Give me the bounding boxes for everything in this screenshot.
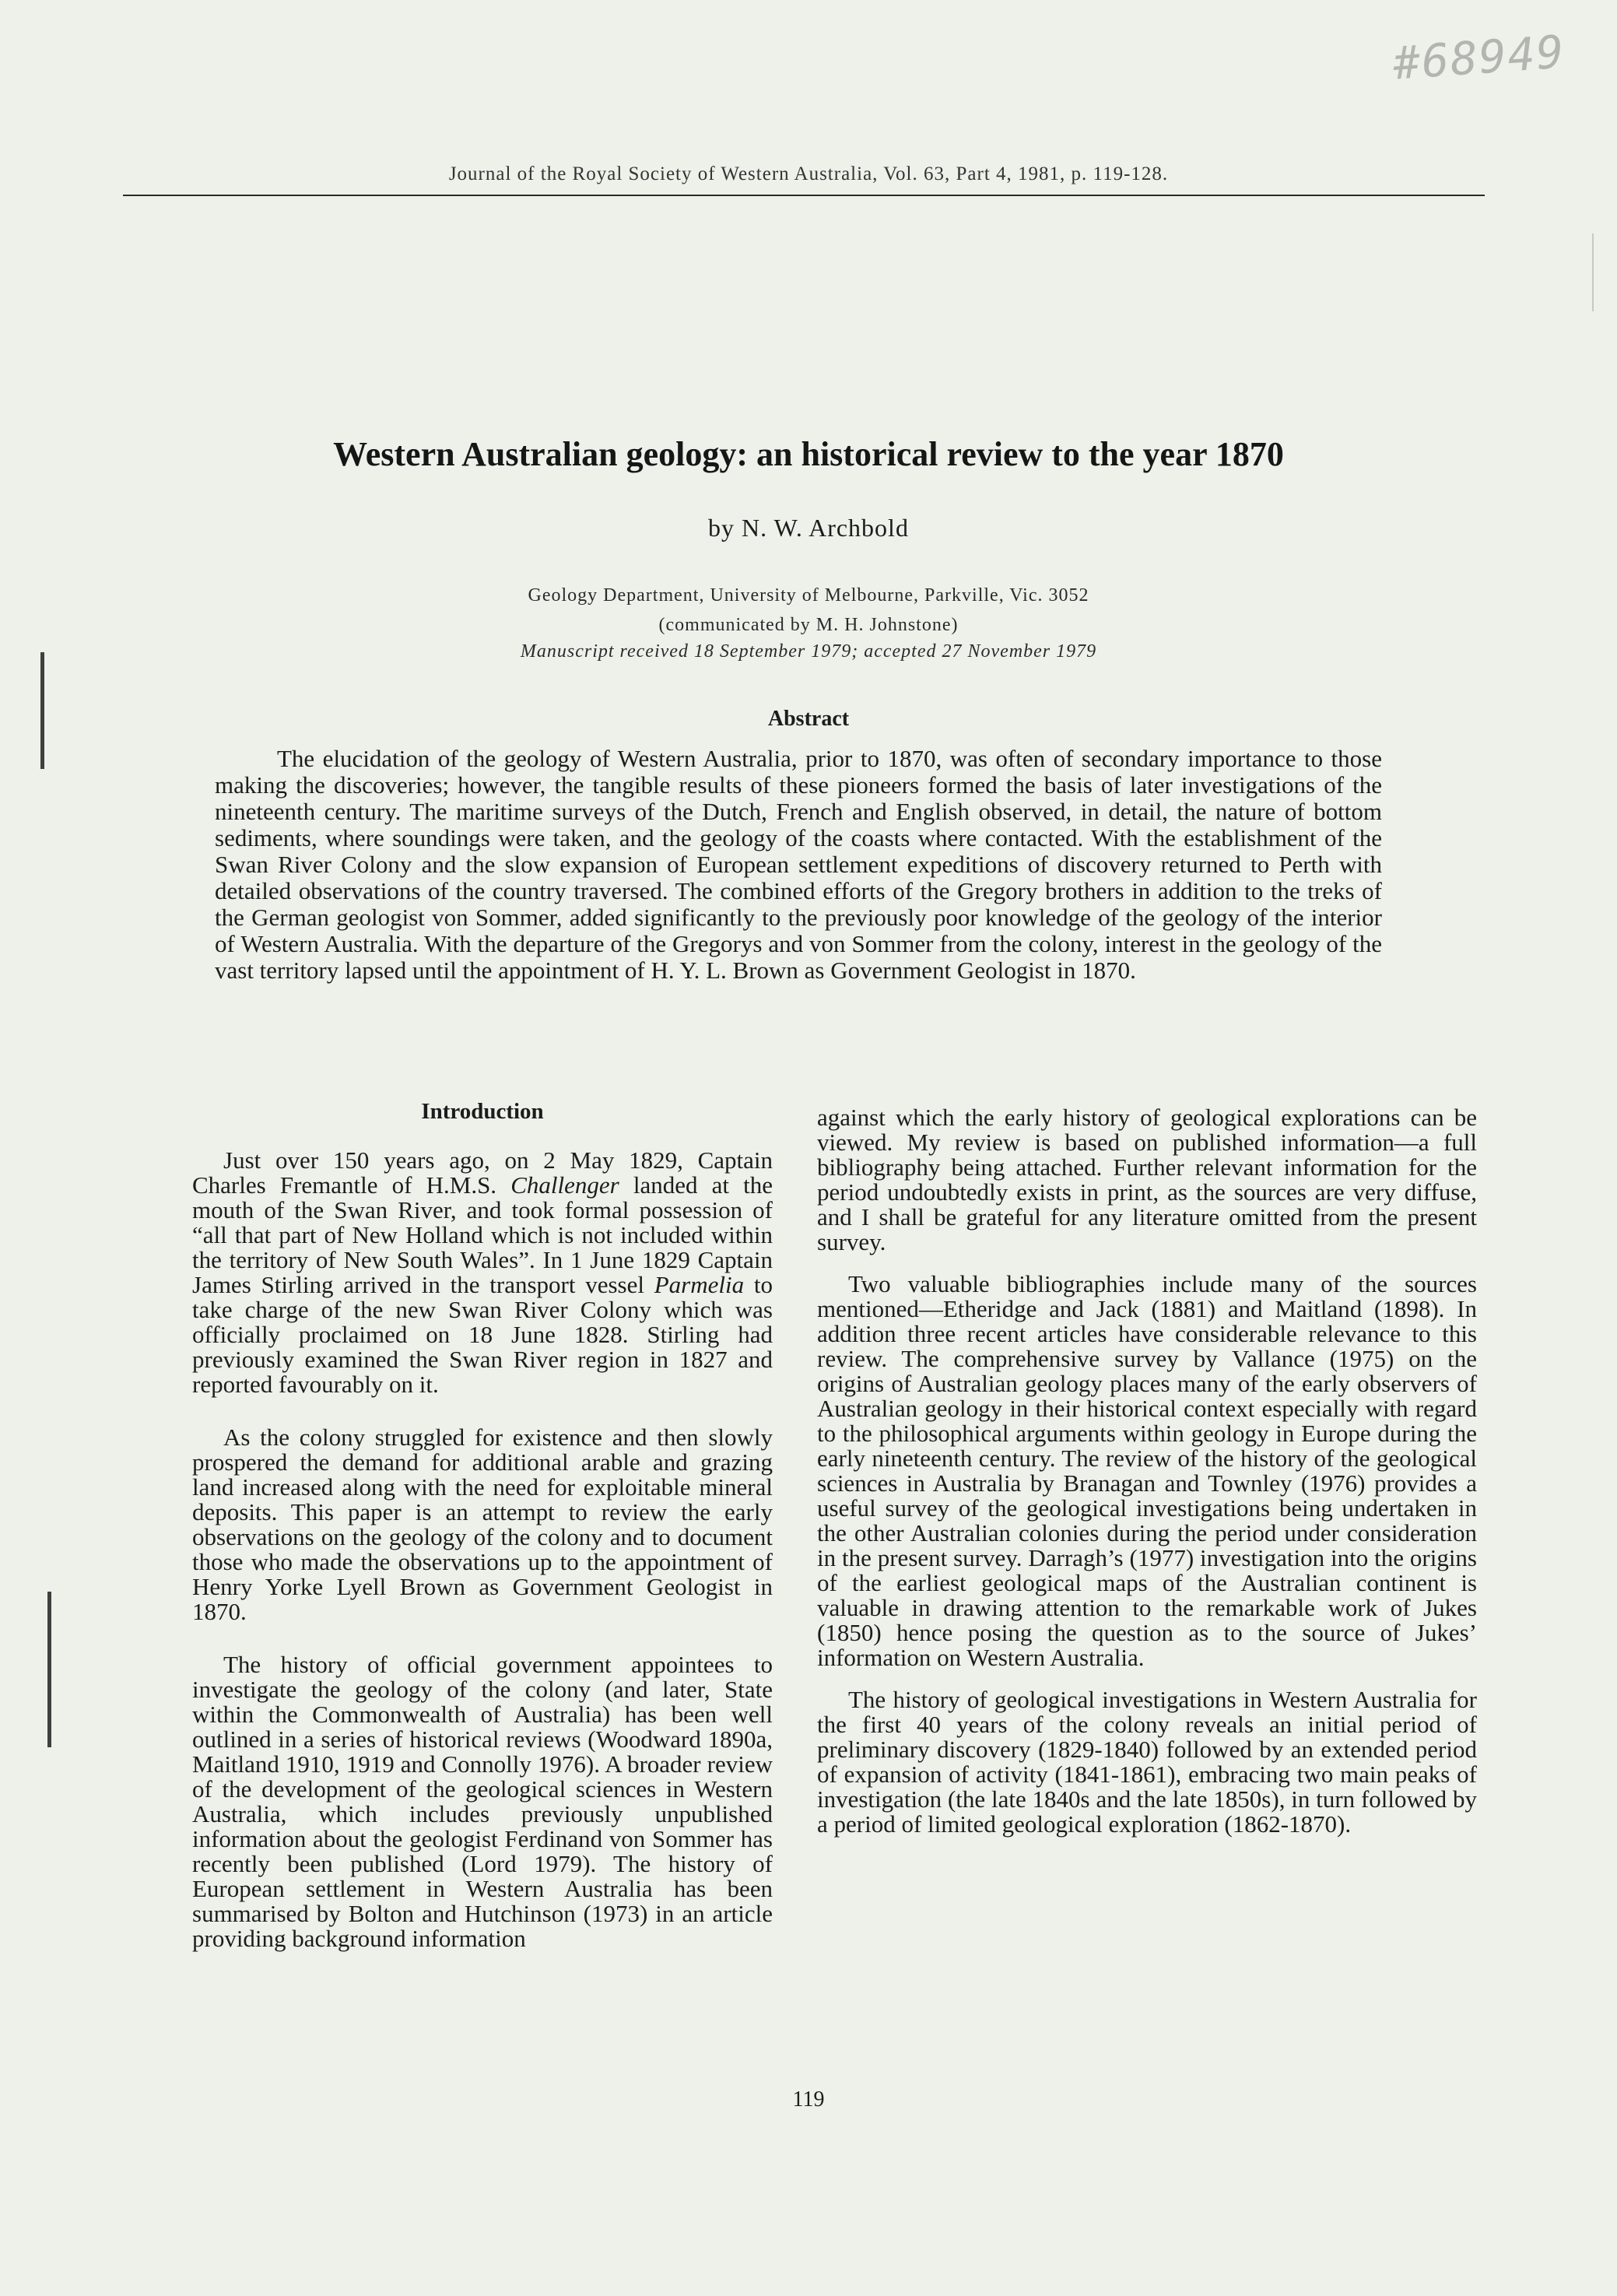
journal-header: Journal of the Royal Society of Western Australia, Vol. 63, Part 4, 1981, p. 119-128. xyxy=(448,163,1169,184)
article-title: Western Australian geology: an historical review to the year 1870 xyxy=(333,435,1284,473)
page-number: 119 xyxy=(792,2087,825,2112)
communicated-by: (communicated by M. H. Johnstone) xyxy=(658,615,959,635)
author-line: by N. W. Archbold xyxy=(708,514,909,542)
intro-paragraph-1 xyxy=(192,1148,773,1397)
intro-paragraph-3: The history of official government appointees to investigate the geology of the colony (and later, State within the Commonwealth of Australia) has been well outlined in a series of historical reviews (Woodward 1890a, Maitland 1910, 1919 and Connolly 1976). A broader review of the development of the geological sciences in Western Australia, which includes previously unpublished information about the geologist Ferdinand von Sommer has recently been published (Lord 1979). The history of European settlement in Western Australia has been summarised by Bolton and Hutchinson (1973) in an article providing background information xyxy=(192,1651,773,1952)
margin-mark xyxy=(40,652,44,769)
intro-paragraph-4: against which the early history of geological explorations can be viewed. My review is based on published information—a full bibliography being attached. Further relevant information for the period undoubtedly exists in print, as the sources are very diffuse, and I shall be grateful for any literature omitted from the present survey. xyxy=(817,1104,1477,1255)
left-column xyxy=(192,1099,773,1979)
intro-p1-text-c: to take charge of the new Swan River Colony which was officially proclaimed on 18 June 1828. Stirling had previously examined the Swan River region in 1827 and reported favourably on it. xyxy=(192,1271,773,1398)
intro-p1-text-a: Just over 150 years ago, on 2 May 1829, Captain Charles Fremantle of H.M.S. xyxy=(192,1146,773,1199)
intro-paragraph-2: As the colony struggled for existence and then slowly prospered the demand for additional arable and grazing land increased along with the need for exploitable mineral deposits. This paper is an attempt to review the early observations on the geology of the colony and to document those who made the observations up to the appointment of Henry Yorke Lyell Brown as Government Geologist in 1870. xyxy=(192,1424,773,1625)
header-rule xyxy=(123,195,1485,196)
margin-mark xyxy=(1592,233,1594,311)
intro-p1-text-b: landed at the mouth of the Swan River, and took formal possession of “all that part of New Holland which is not included within the territory of New South Wales”. In 1 June 1829 Captain James Stirling arrived in the transport vessel xyxy=(192,1171,773,1298)
accession-mark: #68949 xyxy=(1391,25,1567,90)
ship-name-parmelia: Parmelia xyxy=(654,1271,745,1298)
affiliation: Geology Department, University of Melbourne, Parkville, Vic. 3052 xyxy=(528,585,1089,606)
ship-name-challenger: Challenger xyxy=(510,1171,619,1199)
manuscript-dates: Manuscript received 18 September 1979; accepted 27 November 1979 xyxy=(520,641,1097,662)
abstract-heading: Abstract xyxy=(767,707,850,731)
intro-paragraph-6: The history of geological investigations in Western Australia for the first 40 years of the colony reveals an initial period of preliminary discovery (1829-1840) followed by an extended period of expansion of activity (1841-1861), embracing two main peaks of investigation (the late 1840s and the late 1850s), in turn followed by a period of limited geological exploration (1862-1870). xyxy=(817,1686,1477,1838)
introduction-heading: Introduction xyxy=(421,1099,544,1124)
margin-mark xyxy=(47,1592,51,1747)
intro-paragraph-5: Two valuable bibliographies include many of the sources mentioned—Etheridge and Jack (1881) and Maitland (1898). In addition three recent articles have considerable relevance to this review. The comprehensive survey by Vallance (1975) on the origins of Australian geology places many of the early observers of Australian geology in their historical context especially with regard to the philosophical arguments within geology in Europe during the early nineteenth century. The review of the history of the geological sciences in Australia by Branagan and Townley (1976) provides a useful survey of the geological investigations being undertaken in the other Australian colonies during the period under consideration in the present survey. Darragh’s (1977) investigation into the origins of the earliest geological maps of the Australian continent is valuable in drawing attention to the remarkable work of Jukes (1850) hence posing the question as to the source of Jukes’ information on Western Australia. xyxy=(817,1270,1477,1671)
abstract-text: The elucidation of the geology of Western Australia, prior to 1870, was often of secondary importance to those making the discoveries; however, the tangible results of these pioneers formed the basis of later investigations of the nineteenth century. The maritime surveys of the Dutch, French and English observed, in detail, the nature of bottom sediments, where soundings were taken, and the geology of the coasts where contacted. With the establishment of the Swan River Colony and the slow expansion of European settlement expeditions of discovery returned to Perth with detailed observations of the country traversed. The combined efforts of the Gregory brothers in addition to the treks of the German geologist von Sommer, added significantly to the previously poor knowledge of the geology of the interior of Western Australia. With the departure of the Gregorys and von Sommer from the colony, interest in the geology of the vast territory lapsed until the appointment of H. Y. L. Brown as Government Geologist in 1870. xyxy=(215,745,1382,984)
right-column xyxy=(817,1105,1477,1854)
